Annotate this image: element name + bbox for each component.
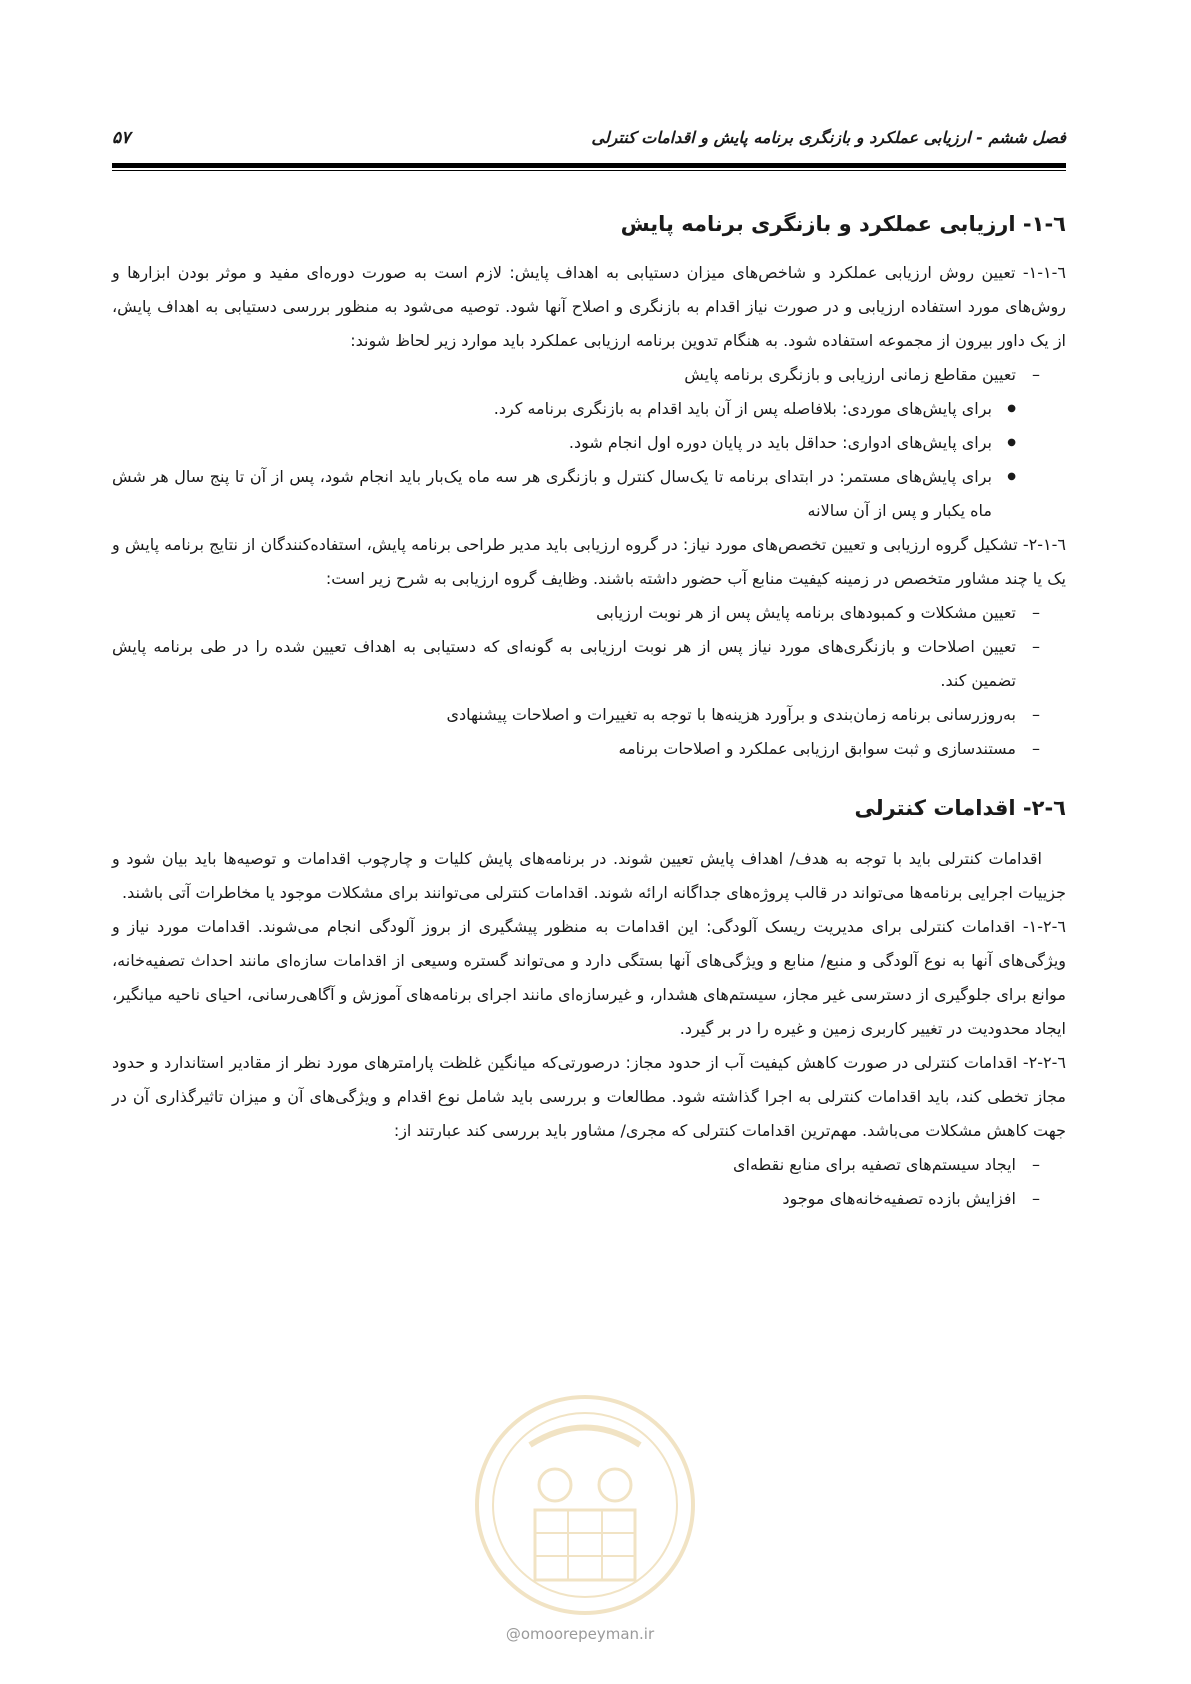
chapter-title: فصل ششم - ارزیابی عملکرد و بازنگری برنامه پایش و اقدامات کنترلی — [591, 128, 1066, 147]
list-item: – افزایش بازده تصفیه‌خانه‌های موجود — [112, 1182, 1040, 1216]
section-heading-2: ٦-٢- اقدامات کنترلی — [854, 796, 1066, 820]
list-item: – ایجاد سیستم‌های تصفیه برای منابع نقطه‌ای — [112, 1148, 1040, 1182]
bullet-item: ● برای پایش‌های مستمر: در ابتدای برنامه تا یک‌سال کنترل و بازنگری هر سه ماه یک‌بار باید انجام شود، پس از آن تا پنج سال هر شش ماه یکبار و پس از آن سالانه — [112, 460, 1016, 528]
dash-list-3 — [112, 1148, 1066, 1216]
bullet-item: ● برای پایش‌های ادواری: حداقل باید در پایان دوره اول انجام شود. — [112, 426, 1016, 460]
dash-list-2 — [112, 596, 1066, 766]
watermark-website: @omoorepeyman.ir — [505, 1625, 655, 1643]
running-header — [112, 128, 1066, 154]
paragraph-6-1-2: ٦-١-٢- تشکیل گروه ارزیابی و تعیین تخصص‌های مورد نیاز: در گروه ارزیابی باید مدیر طراحی برنامه پایش، استفاده‌کنندگان از نتایج برنامه پایش و یک یا چند مشاور متخصص در زمینه کیفیت منابع آب حضور داشته باشند. وظایف گروه ارزیابی به شرح زیر است: — [112, 535, 1066, 588]
paragraph-6-2-2: ٦-٢-٢- اقدامات کنترلی در صورت کاهش کیفیت آب از حدود مجاز: درصورتی‌که میانگین غلظت پارامترهای مورد نظر از مقادیر استاندارد و حدود مجاز تخطی کند، باید اقدامات کنترلی به اجرا گذاشته شود. مطالعات و بررسی باید شامل نوع اقدام و ویژگی‌های آن و میزان تاثیرگذاری آن در جهت کاهش مشکلات می‌باشد. مهم‌ترین اقدامات کنترلی که مجری/ مشاور باید بررسی کند عبارتند از: — [112, 1053, 1066, 1140]
paragraph-6-2-1: ٦-٢-١- اقدامات کنترلی برای مدیریت ریسک آلودگی: این اقدامات به منظور پیشگیری از بروز آلودگی انجام می‌شوند. اقدامات مورد نیاز و ویژگی‌های آنها به نوع آلودگی و منبع/ منابع و ویژگی‌های آنها بستگی دارد و می‌تواند گستره وسیعی از اقدامات سازه‌ای مانند احداث تصفیه‌خانه، موانع برای جلوگیری از دسترسی غیر مجاز، سیستم‌های هشدار، و غیرسازه‌ای مانند اجرای برنامه‌های آموزش و آگاهی‌رسانی، احیای ناحیه میانگیر، ایجاد محدودیت در تغییر کاربری زمین و غیره را در بر گیرد. — [112, 917, 1066, 1038]
paragraph-intro: اقدامات کنترلی باید با توجه به هدف/ اهداف پایش تعیین شوند. در برنامه‌های پایش کلیات و چارچوب اقدامات و توصیه‌ها باید بیان شود و جزییات اجرایی برنامه‌ها می‌تواند در قالب پروژه‌های جداگانه ارائه شوند. اقدامات کنترلی می‌توانند برای مشکلات موجود یا مخاطرات آتی باشند. — [112, 849, 1066, 902]
list-item: – تعیین مقاطع زمانی ارزیابی و بازنگری برنامه پایش — [112, 358, 1040, 392]
header-rule-thin — [112, 170, 1066, 171]
bullet-item: ● برای پایش‌های موردی: بلافاصله پس از آن باید اقدام به بازنگری برنامه کرد. — [112, 392, 1016, 426]
list-item: – تعیین مشکلات و کمبودهای برنامه پایش پس از هر نوبت ارزیابی — [112, 596, 1040, 630]
list-item: – مستندسازی و ثبت سوابق ارزیابی عملکرد و اصلاحات برنامه — [112, 732, 1040, 766]
list-item: – تعیین اصلاحات و بازنگری‌های مورد نیاز پس از هر نوبت ارزیابی به گونه‌ای که دستیابی به اهداف تعیین شده را در طی برنامه پایش تضمین کند. — [112, 630, 1040, 698]
list-item: – به‌روزرسانی برنامه زمان‌بندی و برآورد هزینه‌ها با توجه به تغییرات و اصلاحات پیشنهادی — [112, 698, 1040, 732]
page-number: ۵۷ — [112, 128, 131, 148]
bullet-list — [112, 392, 1066, 528]
dash-list-1 — [112, 358, 1066, 392]
header-rule-thick — [112, 163, 1066, 168]
watermark-seal-icon — [470, 1390, 700, 1620]
section-heading-1: ٦-١- ارزیابی عملکرد و بازنگری برنامه پایش — [620, 212, 1066, 236]
paragraph-6-1-1: ٦-١-١- تعیین روش ارزیابی عملکرد و شاخص‌های میزان دستیابی به اهداف پایش: لازم است به صورت دوره‌ای مفید و موثر بودن ابزارها و روش‌های مورد استفاده ارزیابی و در صورت نیاز اقدام به بازنگری و اصلاح آنها شود. توصیه می‌شود به منظور بررسی دستیابی به اهداف پایش، از یک داور بیرون از مجموعه استفاده شود. به هنگام تدوین برنامه ارزیابی عملکرد باید موارد زیر لحاظ شوند: — [112, 263, 1066, 350]
page-content — [112, 212, 1066, 1216]
